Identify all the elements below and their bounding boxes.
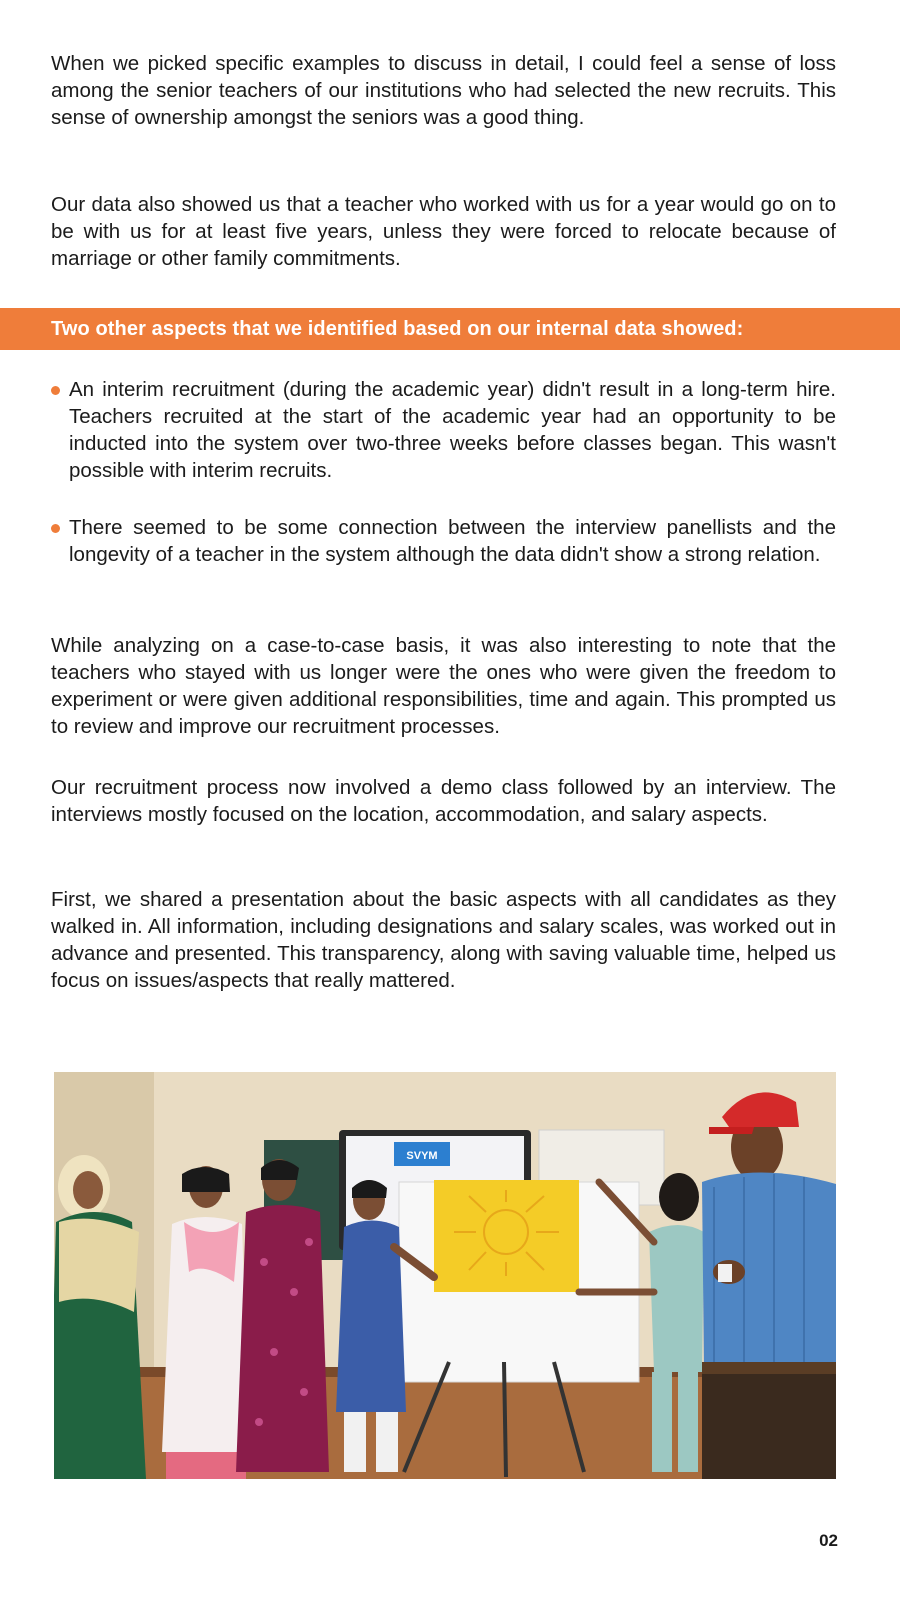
paragraph-recruitment-process: Our recruitment process now involved a demo class followed by an interview. The interviews mostly focused on the location, accommodation, and salary aspects. (51, 776, 836, 826)
paragraph-retention-data: Our data also showed us that a teacher who worked with us for a year would go on to be with us for at least five years, unless they were forced to relocate because of marriage or other family commitments. (51, 193, 836, 270)
page-number: 02 (819, 1531, 838, 1550)
bullet-dot-icon (51, 524, 60, 533)
bullet-text: There seemed to be some connection between the interview panellists and the longevity of a teacher in the system although the data didn't show a strong relation. (69, 516, 836, 566)
bullet-item (51, 376, 836, 484)
section-banner (0, 308, 900, 350)
bullet-dot-icon (51, 386, 60, 395)
paragraph-case-analysis: While analyzing on a case-to-case basis, it was also interesting to note that the teachers who stayed with us longer were the ones who were given the freedom to experiment or were given additional responsibilities, time and again. This prompted us to review and improve our recruitment processes. (51, 634, 836, 738)
banner-heading: Two other aspects that we identified based on our internal data showed: (51, 317, 744, 340)
bullet-item (51, 514, 836, 568)
workshop-photo (54, 1072, 836, 1479)
paragraph-presentation: First, we shared a presentation about the basic aspects with all candidates as they walked in. All information, including designations and salary scales, was worked out in advance and presented. This transparency, along with saving valuable time, helped us focus on issues/aspects that really mattered. (51, 888, 836, 992)
bullet-text: An interim recruitment (during the academic year) didn't result in a long-term hire. Teachers recruited at the start of the academic year had an opportunity to be inducted into the system over two-three weeks before classes began. This wasn't possible with interim recruits. (69, 378, 836, 482)
paragraph-ownership: When we picked specific examples to discuss in detail, I could feel a sense of loss among the senior teachers of our institutions who had selected the new recruits. This sense of ownership amongst the seniors was a good thing. (51, 52, 836, 129)
screen-logo-text: SVYM (406, 1150, 438, 1162)
